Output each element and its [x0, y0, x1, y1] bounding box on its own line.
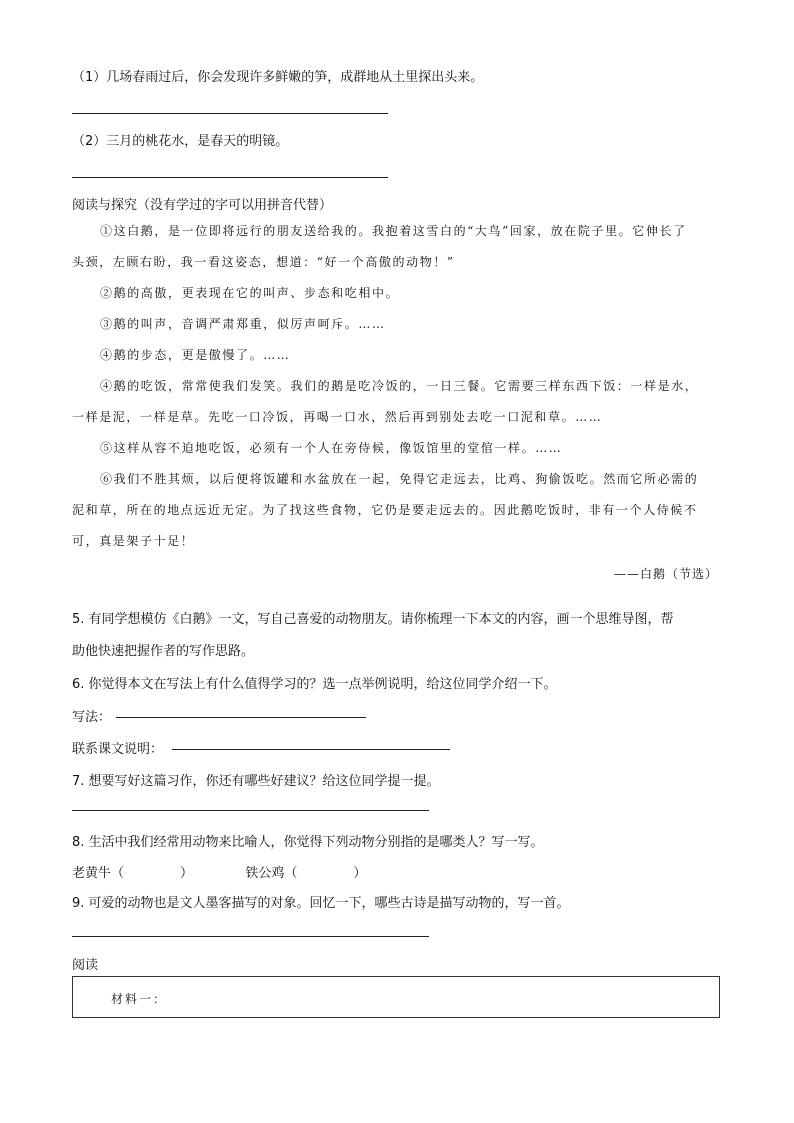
method-label: 写法： [72, 710, 112, 725]
passage-line: 泥和草，所在的地点远近无定。为了找这些食物，它仍是要走远去的。因此鹅吃饭时，非有一个人侍候不 [72, 503, 698, 517]
passage-line: 头颈，左顾右盼，我一看这姿态，想道：“好一个高傲的动物！” [72, 255, 455, 269]
answer-line-1[interactable] [72, 113, 388, 114]
passage-line: ⑥我们不胜其烦，以后便将饭罐和水盆放在一起，免得它走远去，比鸡、狗偷饭吃。然而它所必需的 [100, 472, 699, 486]
answer-line-7[interactable] [72, 810, 429, 811]
reading-heading: 阅读与探究（没有学过的字可以用拼音代替） [72, 198, 333, 213]
method-answer-line[interactable] [116, 717, 366, 718]
material-box [72, 976, 720, 1018]
question-8-answers [72, 862, 366, 881]
passage-line: ④鹅的步态，更是傲慢了。…… [100, 348, 291, 362]
iron-rooster-label: 铁公鸡（ [245, 866, 298, 881]
reading-2-heading: 阅读 [72, 958, 99, 973]
passage-line: ⑤这样从容不迫地吃饭，必须有一个人在旁侍候，像饭馆里的堂倌一样。…… [100, 441, 563, 455]
question-item-1: （1）几场春雨过后，你会发现许多鲜嫩的笋，成群地从土里探出头来。 [72, 70, 484, 85]
question-9: 9. 可爱的动物也是文人墨客描写的对象。回忆一下，哪些古诗是描写动物的，写一首。 [72, 896, 570, 911]
old-ox-label: 老黄牛（ [72, 866, 125, 881]
passage-line: ①这白鹅，是一位即将远行的朋友送给我的。我抱着这雪白的“大鸟”回家，放在院子里。它伸长了 [100, 224, 687, 238]
passage-line: ③鹅的叫声，音调严肃郑重，似厉声呵斥。…… [100, 317, 386, 331]
old-ox-close: ） [180, 866, 194, 881]
question-item-2: （2）三月的桃花水，是春天的明镜。 [72, 134, 289, 149]
material-label: 材料一： [111, 992, 168, 1006]
answer-line-2[interactable] [72, 177, 388, 178]
iron-rooster-close: ） [353, 866, 367, 881]
question-6: 6. 你觉得本文在写法上有什么值得学习的？选一点举例说明，给这位同学介绍一下。 [72, 677, 557, 692]
question-8: 8. 生活中我们经常用动物来比喻人，你觉得下列动物分别指的是哪类人？写一写。 [72, 835, 544, 850]
link-text-label: 联系课文说明： [72, 742, 164, 757]
passage-line: ④鹅的吃饭，常常使我们发笑。我们的鹅是吃冷饭的，一日三餐。它需要三样东西下饭：一样是水， [100, 379, 699, 393]
answer-line-9[interactable] [72, 936, 429, 937]
question-7: 7. 想要写好这篇习作，你还有哪些好建议？给这位同学提一提。 [72, 774, 440, 789]
question-5-line-2: 助他快速把握作者的写作思路。 [72, 644, 255, 659]
passage-line: 可，真是架子十足！ [72, 534, 195, 548]
passage-line: 一样是泥，一样是草。先吃一口冷饭，再喝一口水，然后再到别处去吃一口泥和草。…… [72, 410, 603, 424]
question-5-line-1: 5. 有同学想模仿《白鹅》一文，写自己喜爱的动物朋友。请你梳理一下本文的内容，画一个思维导图，帮 [72, 612, 674, 627]
reading-passage [72, 216, 722, 557]
passage-line: ②鹅的高傲，更表现在它的叫声、步态和吃相中。 [100, 286, 400, 300]
link-text-answer-line[interactable] [172, 749, 450, 750]
passage-source: ——白鹅（节选） [613, 567, 718, 581]
